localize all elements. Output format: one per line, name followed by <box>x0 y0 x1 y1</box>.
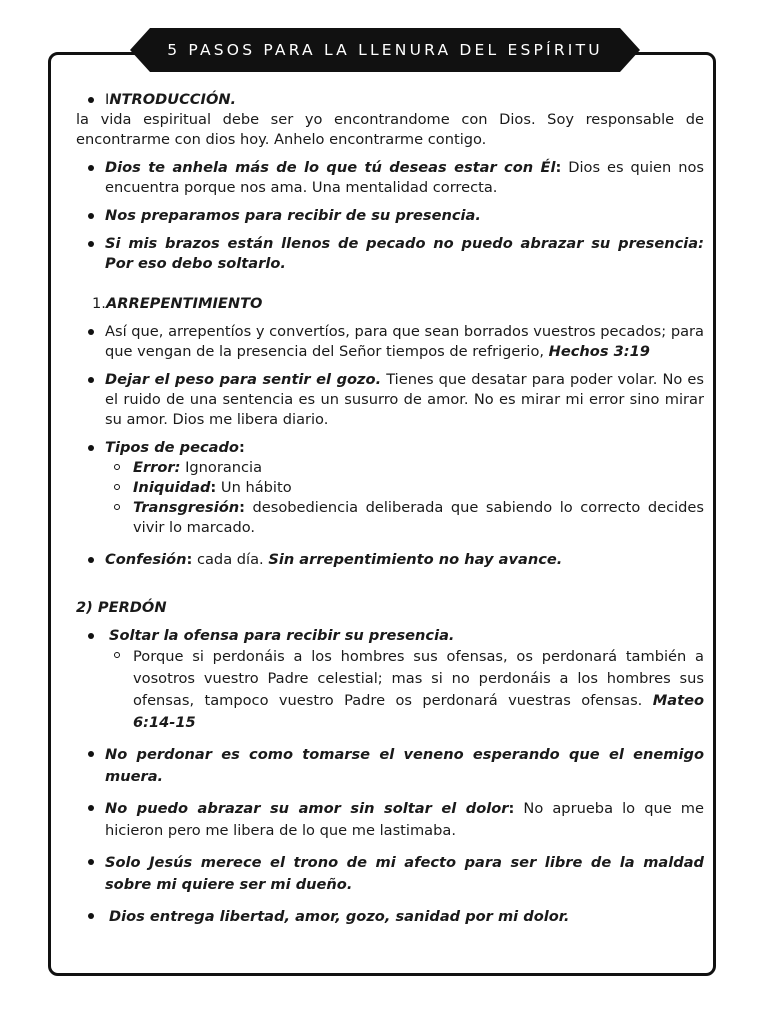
list-item: Dios entrega libertad, amor, gozo, sanidad por mi dolor. <box>76 906 704 928</box>
sub-list-item: Iniquidad: Un hábito <box>105 478 704 498</box>
title-banner <box>130 28 640 72</box>
intro-heading-list <box>76 90 704 110</box>
list-item: Soltar la ofensa para recibir su presencia. Porque si perdonáis a los hombres sus ofensas, os perdonará también a vosotros vuestro Padre celestial; mas si no perdonáis a los hombres sus ofensas, tampoco vuestro Padre os perdonará vuestras ofensas. Mateo 6:14-15 <box>76 626 704 734</box>
intro-list <box>76 158 704 274</box>
intro-paragraph: la vida espiritual debe ser yo encontrandome con Dios. Soy responsable de encontrarme con dios hoy. Anhelo encontrarme contigo. <box>76 111 704 148</box>
scripture-list <box>105 646 704 734</box>
list-item: Confesión: cada día. Sin arrepentimiento no hay avance. <box>76 550 704 570</box>
document-body <box>76 90 704 928</box>
page-title: 5 PASOS PARA LA LLENURA DEL ESPÍRITU <box>167 41 603 59</box>
list-item: No puedo abrazar su amor sin soltar el dolor: No aprueba lo que me hicieron pero me libera de lo que me lastimaba. <box>76 798 704 842</box>
list-item: Tipos de pecado: Error: Ignorancia Iniquidad: Un hábito Transgresión: desobediencia deliberada que sabiendo lo correcto decides vivir lo marcado. <box>76 438 704 538</box>
intro-heading: INTRODUCCIÓN. <box>76 90 704 110</box>
sub-list-item: Porque si perdonáis a los hombres sus ofensas, os perdonará también a vosotros vuestro Padre celestial; mas si no perdonáis a los hombres sus ofensas, tampoco vuestro Padre os perdonará vuestras ofensas. Mateo 6:14-15 <box>105 646 704 734</box>
list-item: Solo Jesús merece el trono de mi afecto para ser libre de la maldad sobre mi quiere ser mi dueño. <box>76 852 704 896</box>
list-item: Dios te anhela más de lo que tú deseas estar con Él: Dios es quien nos encuentra porque nos ama. Una mentalidad correcta. <box>76 158 704 198</box>
list-item: No perdonar es como tomarse el veneno esperando que el enemigo muera. <box>76 744 704 788</box>
sin-types-list <box>105 458 704 538</box>
section1-list <box>76 322 704 570</box>
section2-list <box>76 626 704 928</box>
sub-list-item: Error: Ignorancia <box>105 458 704 478</box>
list-item: Dejar el peso para sentir el gozo. Tienes que desatar para poder volar. No es el ruido de una sentencia es un susurro de amor. No es mirar mi error sino mirar su amor. Dios me libera diario. <box>76 370 704 430</box>
section-heading-arrepentimiento: 1.ARREPENTIMIENTO <box>92 295 263 312</box>
list-item: Si mis brazos están llenos de pecado no puedo abrazar su presencia: Por eso debo soltarlo. <box>76 234 704 274</box>
section-heading-perdon: 2) PERDÓN <box>76 599 167 616</box>
sub-list-item: Transgresión: desobediencia deliberada que sabiendo lo correcto decides vivir lo marcado. <box>105 498 704 538</box>
list-item: Así que, arrepentíos y convertíos, para que sean borrados vuestros pecados; para que vengan de la presencia del Señor tiempos de refrigerio, Hechos 3:19 <box>76 322 704 362</box>
list-item: Nos preparamos para recibir de su presencia. <box>76 206 704 226</box>
